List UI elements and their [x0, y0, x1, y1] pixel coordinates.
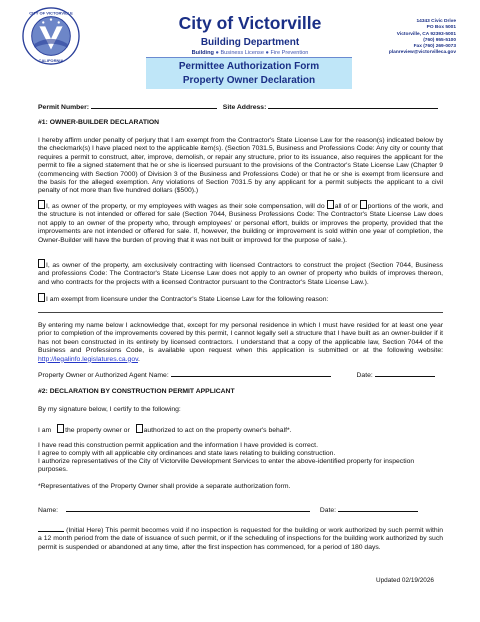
city-title: City of Victorville [178, 13, 322, 33]
declaration-authorize: I authorize representatives of the City of Victorville Development Services to enter the above-identified property for inspection purposes. [38, 458, 415, 474]
checkbox-all-of[interactable] [327, 200, 334, 209]
legalinfo-link[interactable]: http://legalinfo.legislatures.ca.gov [38, 355, 138, 363]
seal-top-text: CITY OF VICTORVILLE [29, 10, 73, 16]
applicant-name-field[interactable] [66, 505, 310, 512]
option-exempt: I am exempt from licensure under the Contractor's State License Law for the following reason: [38, 293, 443, 304]
banner-line-1: Permittee Authorization Form [178, 61, 320, 72]
option-owner-builder: I, as owner of the property, or my employees with wages as their sole compensation, will do all of or portions of the work, and the structure is not intended or offered for sale (Section 7044, Business Professions Code: The Contractor's State License Law does not apply to an owner of the property who, through employees' or personal effort, builds or improves the property, provided that the improvements are not intended or offered for sale. If, however, the building or improvement is sold within one year of completion, the Owner-Builder will have the burden of proving that it was not built or improved for the purpose of sale.). [38, 200, 443, 245]
declaration-read: I have read this construction permit application and the information I have provided is correct. [38, 442, 318, 449]
checkbox-property-owner[interactable] [57, 424, 64, 433]
owner-name-field[interactable] [171, 370, 331, 377]
section2-heading: #2: DECLARATION BY CONSTRUCTION PERMIT APPLICANT [38, 388, 235, 395]
i-am-row: I am the property owner or authorized to act on the property owner's behalf*. [38, 424, 443, 435]
checkbox-authorized-agent[interactable] [136, 424, 143, 433]
declaration-comply: I agree to comply with all applicable city ordinances and state laws relating to building construction. [38, 450, 336, 457]
checkbox-exempt[interactable] [38, 293, 45, 302]
department-name: Building Department [200, 37, 300, 48]
checkbox-owner-builder[interactable] [38, 200, 45, 209]
option-licensed-contractors: I, as owner of the property, am exclusively contracting with licensed Contractors to construct the project (Section 7044, Business and professions Code: The Contractor's State License Law does not apply to an owner of property who builds of improves thereon, and who contracts for the projects with a licensed Contractor pursuant to the Contractor's State License Law.). [38, 259, 443, 287]
certify-text: By my signature below, I certify to the following: [38, 406, 181, 413]
city-seal-logo [22, 7, 80, 65]
initial-void-text: (Initial Here) This permit becomes void if no inspection is requested for the building or work authorized by such permit within a 12 month period from the date of issuance of such permit, or if the scheduling of inspections for the building work authorized by such permit is suspended or abandoned at any time, after the first inspection has commenced, for a period of 180 days. [38, 527, 443, 551]
owner-date-field[interactable] [375, 370, 435, 377]
section1-intro: I hereby affirm under penalty of perjury that I am exempt from the Contractor's State License Law for the reason(s) indicated below by the checkmark(s) I have placed next to the applicable item(s). (Section 7031.5, Business and Professions Code: Any city or county that requires a permit to construct, alter, improve, demolish, or repair any structure, prior to its issuance, also requires the applicant for the permit to file a signed statement that he or she is licensed pursuant to the provisions of the Contractor's State License Law (Chapter 9 (commencing with Section 7000) of Division 3 of the Business and Professions Code) or that he or she is exempt from licensure and the basis for the alleged exemption. Any violations of Section 7031.5 by any applicant for a permit subjects the applicant to a civil penalty of not more than five hundred dollars ($500).) [38, 137, 444, 195]
checkbox-portions-of[interactable] [360, 200, 367, 209]
site-address-field[interactable] [268, 102, 438, 109]
representatives-note: *Representatives of the Property Owner shall provide a separate authorization form. [38, 483, 291, 490]
initial-field[interactable] [38, 525, 64, 532]
checkbox-licensed-contractors[interactable] [38, 259, 45, 268]
applicant-date-field[interactable] [338, 505, 418, 512]
section1-heading: #1: OWNER-BUILDER DECLARATION [38, 119, 160, 126]
seal-bottom-text: CALIFORNIA [38, 58, 64, 64]
banner-line-2: Property Owner Declaration [182, 75, 316, 86]
form-title-banner [146, 57, 352, 89]
exempt-reason-line[interactable] [38, 312, 443, 313]
service-building: Building [191, 50, 214, 56]
permit-row: Permit Number: Site Address: [38, 102, 443, 112]
contact-block: 14343 Civic Drive PO Box 5001 Victorville, CA 92393-5001 (760) 955-5100 Fax (760) 269-0073 planreview@victorvilleca.gov [388, 19, 456, 56]
permit-number-field[interactable] [91, 102, 217, 109]
updated-date: Updated 02/19/2026 [376, 577, 434, 584]
services-line: Building ● Business License ● Fire Prevention [191, 50, 309, 56]
signature-row: Name: Date: [38, 505, 443, 515]
service-business-license: Business License [220, 50, 264, 56]
owner-name-row: Property Owner or Authorized Agent Name: Date: [38, 370, 443, 380]
service-fire-prevention: Fire Prevention [270, 50, 309, 56]
acknowledgment-text: By entering my name below I acknowledge that, except for my personal residence in which I must have resided for at least one year prior to completion of the improvements covered by this permit, I cannot legally sell a structure that I have built as an owner-builder if it has not been constructed in its entirety by licensed contractors. I understand that a copy of the applicable law, Section 7044 of the Business and Professions Code, is available upon request when this application is submitted or at the following website: http://legalinfo.legislatures.ca.gov. [38, 322, 443, 363]
